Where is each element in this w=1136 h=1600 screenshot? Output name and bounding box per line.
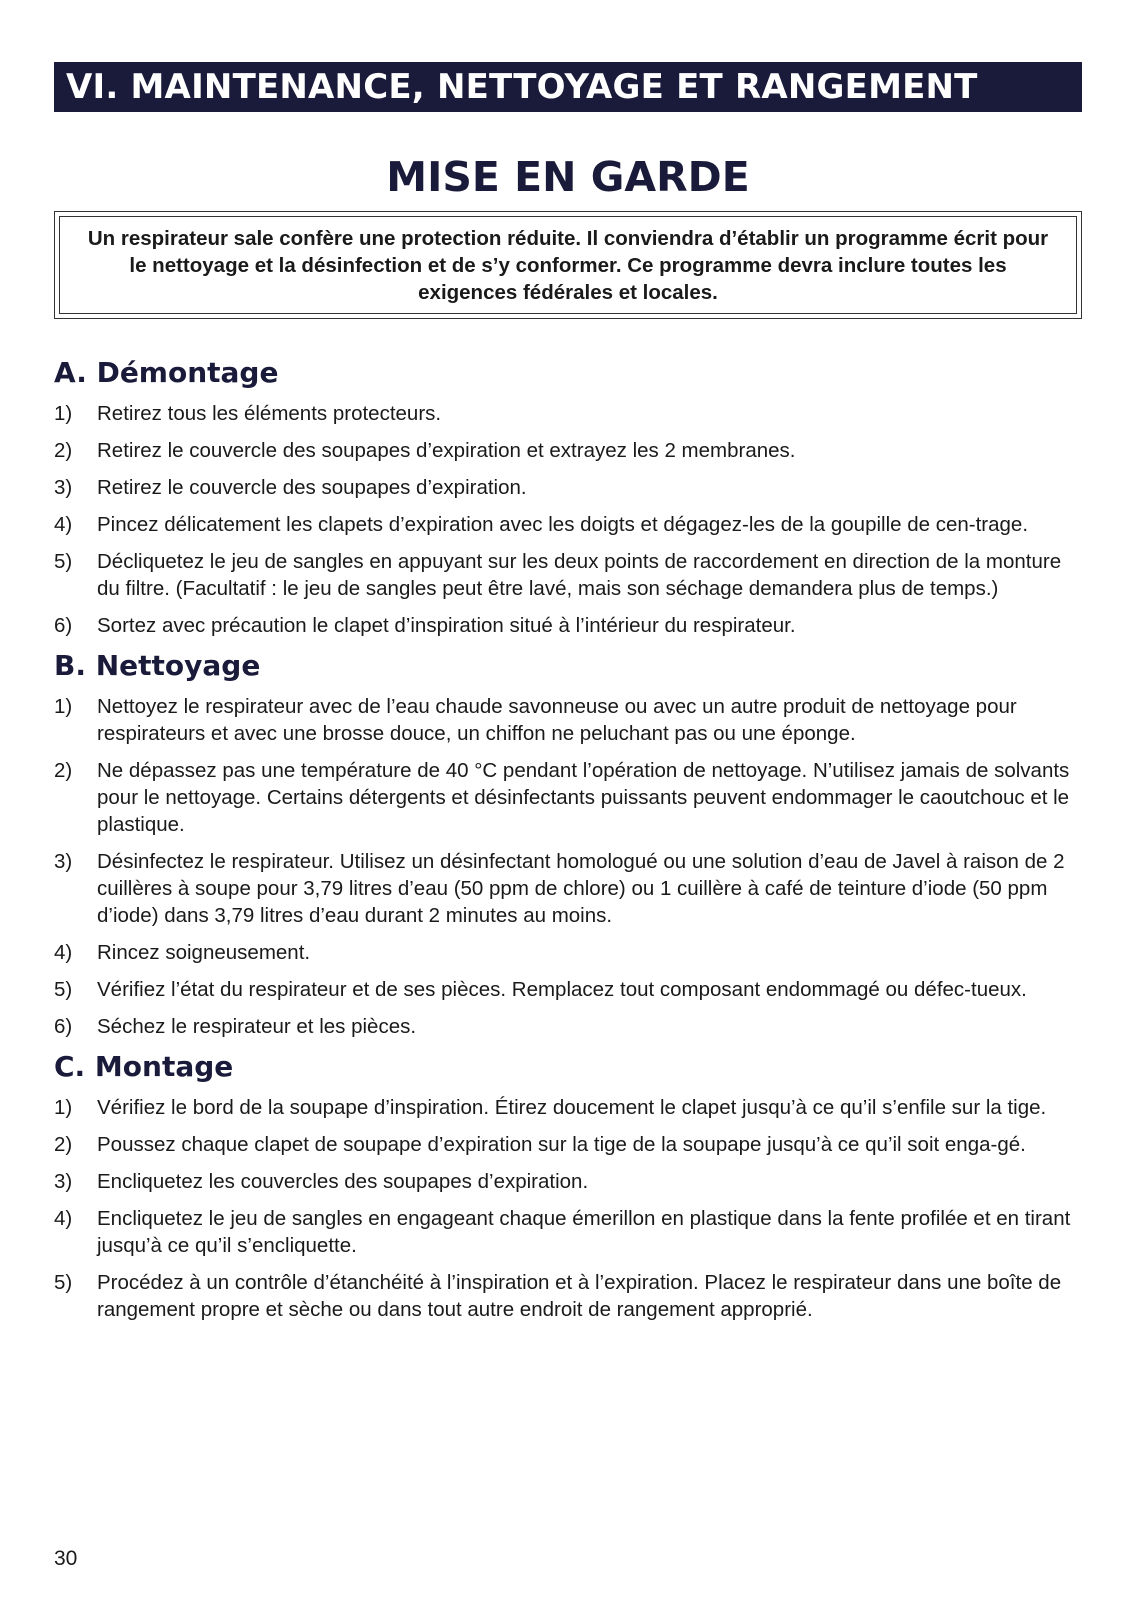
list-item: [54, 757, 1082, 838]
step-text: Rincez soigneusement.: [97, 941, 311, 964]
list-item: [54, 976, 1082, 1003]
step-number: 2): [54, 1133, 73, 1156]
step-number: 3): [54, 850, 73, 873]
step-number: 1): [54, 402, 73, 425]
list-item: [54, 1269, 1082, 1323]
list-item: [54, 1094, 1082, 1121]
step-text: Encliquetez le jeu de sangles en engageant chaque émerillon en plastique dans la fente profilée et en tirant jusqu’à ce qu’il s’encliquette.: [97, 1207, 1071, 1257]
steps-list-assembly: [54, 1094, 1082, 1323]
step-text: Retirez le couvercle des soupapes d’expiration et extrayez les 2 membranes.: [97, 439, 796, 462]
section-disassembly: [54, 356, 1082, 639]
instructions-content: [54, 356, 1082, 1333]
step-text: Vérifiez le bord de la soupape d’inspiration. Étirez doucement le clapet jusqu’à ce qu’il s’enfile sur la tige.: [97, 1096, 1047, 1119]
section-heading-disassembly: A. Démontage: [54, 356, 279, 389]
step-number: 3): [54, 1170, 73, 1193]
step-number: 5): [54, 1271, 73, 1294]
step-number: 3): [54, 476, 73, 499]
step-text: Séchez le respirateur et les pièces.: [97, 1015, 417, 1038]
step-text: Retirez tous les éléments protecteurs.: [97, 402, 442, 425]
step-number: 4): [54, 941, 73, 964]
step-text: Encliquetez les couvercles des soupapes d’expiration.: [97, 1170, 589, 1193]
section-assembly: [54, 1050, 1082, 1323]
step-text: Décliquetez le jeu de sangles en appuyant sur les deux points de raccordement en direction de la monture du filtre. (Facultatif : le jeu de sangles peut être lavé, mais son séchage demandera plus de temps.): [97, 550, 1062, 600]
step-text: Désinfectez le respirateur. Utilisez un désinfectant homologué ou une solution d’eau de Javel à raison de 2 cuillères à soupe pour 3,79 litres d’eau (50 ppm de chlore) ou 1 cuillère à café de teinture d’iode (50 ppm d’iode) dans 3,79 litres d’eau durant 2 minutes au moins.: [97, 850, 1065, 927]
list-item: [54, 548, 1082, 602]
page-number: 30: [54, 1547, 78, 1570]
section-heading-assembly: C. Montage: [54, 1050, 234, 1083]
step-number: 1): [54, 695, 73, 718]
warning-text: Un respirateur sale confère une protection réduite. Il conviendra d’établir un programme écrit pour le nettoyage et la désinfection et de s’y conformer. Ce programme devra inclure toutes les exigences fédérales et locales.: [59, 216, 1077, 314]
step-text: Vérifiez l’état du respirateur et de ses pièces. Remplacez tout composant endommagé ou défec-tueux.: [97, 978, 1027, 1001]
list-item: [54, 1131, 1082, 1158]
section-heading-cleaning: B. Nettoyage: [54, 649, 261, 682]
step-number: 1): [54, 1096, 73, 1119]
step-number: 6): [54, 1015, 73, 1038]
step-number: 6): [54, 614, 73, 637]
list-item: [54, 1013, 1082, 1040]
step-number: 4): [54, 1207, 73, 1230]
steps-list-cleaning: [54, 693, 1082, 1040]
list-item: [54, 400, 1082, 427]
section-cleaning: [54, 649, 1082, 1040]
step-text: Procédez à un contrôle d’étanchéité à l’inspiration et à l’expiration. Placez le respirateur dans une boîte de rangement propre et sèche ou dans tout autre endroit de rangement approprié.: [97, 1271, 1062, 1321]
step-number: 5): [54, 550, 73, 573]
list-item: [54, 939, 1082, 966]
list-item: [54, 511, 1082, 538]
step-number: 5): [54, 978, 73, 1001]
section-title-bar: [54, 62, 1082, 112]
step-text: Retirez le couvercle des soupapes d’expiration.: [97, 476, 527, 499]
steps-list-disassembly: [54, 400, 1082, 639]
list-item: [54, 612, 1082, 639]
step-number: 4): [54, 513, 73, 536]
step-number: 2): [54, 759, 73, 782]
list-item: [54, 1168, 1082, 1195]
warning-title: MISE EN GARDE: [386, 153, 750, 201]
step-text: Nettoyez le respirateur avec de l’eau chaude savonneuse ou avec un autre produit de nettoyage pour respirateurs et avec une brosse douce, un chiffon ne peluchant pas ou une éponge.: [97, 695, 1017, 745]
step-text: Poussez chaque clapet de soupape d’expiration sur la tige de la soupape jusqu’à ce qu’il soit enga-gé.: [97, 1133, 1026, 1156]
list-item: [54, 693, 1082, 747]
section-title: VI. MAINTENANCE, NETTOYAGE ET RANGEMENT: [66, 67, 978, 107]
step-number: 2): [54, 439, 73, 462]
list-item: [54, 437, 1082, 464]
list-item: [54, 474, 1082, 501]
list-item: [54, 1205, 1082, 1259]
warning-box: [54, 211, 1082, 319]
step-text: Ne dépassez pas une température de 40 °C pendant l’opération de nettoyage. N’utilisez jamais de solvants pour le nettoyage. Certains détergents et désinfectants puissants peuvent endommager le caoutchouc et le plastique.: [97, 759, 1070, 836]
list-item: [54, 848, 1082, 929]
step-text: Pincez délicatement les clapets d’expiration avec les doigts et dégagez-les de la goupille de cen-trage.: [97, 513, 1029, 536]
step-text: Sortez avec précaution le clapet d’inspiration situé à l’intérieur du respirateur.: [97, 614, 796, 637]
